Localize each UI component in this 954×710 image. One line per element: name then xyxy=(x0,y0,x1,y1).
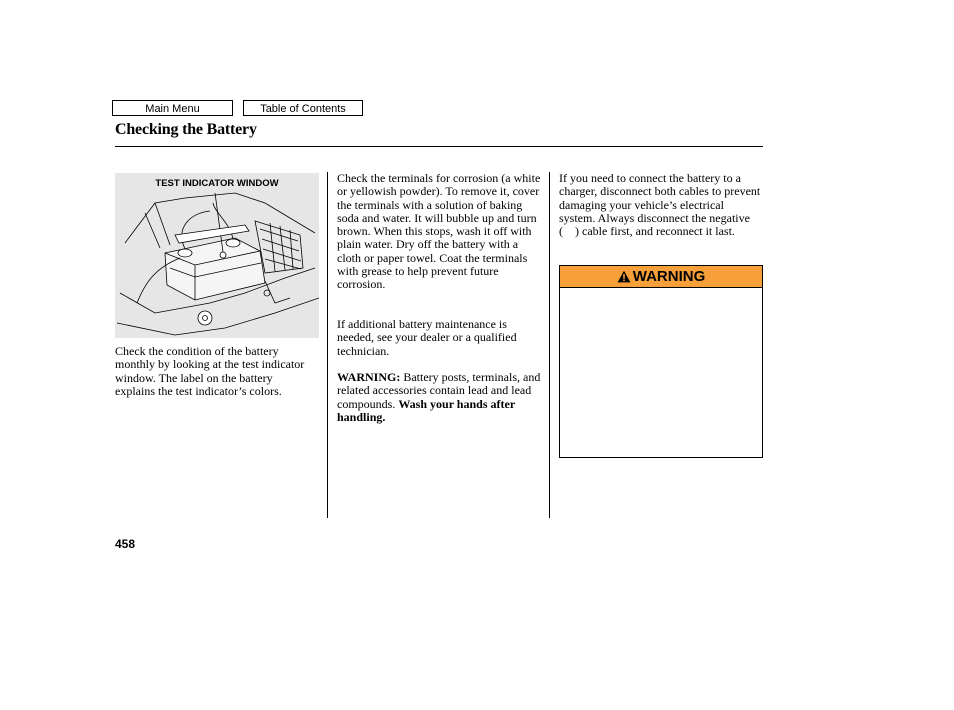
title-divider xyxy=(115,146,763,147)
warning-title: WARNING xyxy=(632,268,706,285)
battery-drawing xyxy=(115,173,319,338)
page-number: 458 xyxy=(115,537,136,551)
warning-triangle-icon xyxy=(617,270,631,283)
column-1-text: Check the condition of the battery monthly by looking at the test indicator window. The label on the battery explains the test indicator’s colors. xyxy=(115,344,305,398)
column-2-paragraph-2: If additional battery maintenance is needed, see your dealer or a qualified technician. xyxy=(337,317,517,358)
warning-bold-text: Wash your hands after handling. xyxy=(337,396,515,424)
warning-label: WARNING: xyxy=(337,370,401,384)
column-2-paragraph-1: Check the terminals for corrosion (a white or yellowish powder). To remove it, cover the terminals with a solution of baking soda and water. It will bubble up and turn brown. When this stops, wash it off with plain water. Dry off the battery with a cloth or paper towel. Coat the terminals with grease to help prevent future corrosion. xyxy=(337,171,541,292)
warning-box xyxy=(559,265,763,458)
column-2-warning-paragraph xyxy=(337,371,543,424)
column-3-text: If you need to connect the battery to a charger, disconnect both cables to prevent damaging your vehicle’s electrical system. Always disconnect the negative ( ) cable first, and reconnect it last. xyxy=(559,171,761,239)
warning-header xyxy=(560,266,762,288)
illustration-label: TEST INDICATOR WINDOW xyxy=(155,178,279,189)
warning-text: Battery posts, terminals, and related accessories contain lead and lead compounds. xyxy=(337,370,541,411)
column-divider-2 xyxy=(549,172,550,518)
table-of-contents-button[interactable]: Table of Contents xyxy=(243,100,363,116)
page-title: Checking the Battery xyxy=(115,121,257,138)
main-menu-button[interactable]: Main Menu xyxy=(112,100,233,116)
battery-illustration xyxy=(115,173,319,338)
column-divider-1 xyxy=(327,172,328,518)
